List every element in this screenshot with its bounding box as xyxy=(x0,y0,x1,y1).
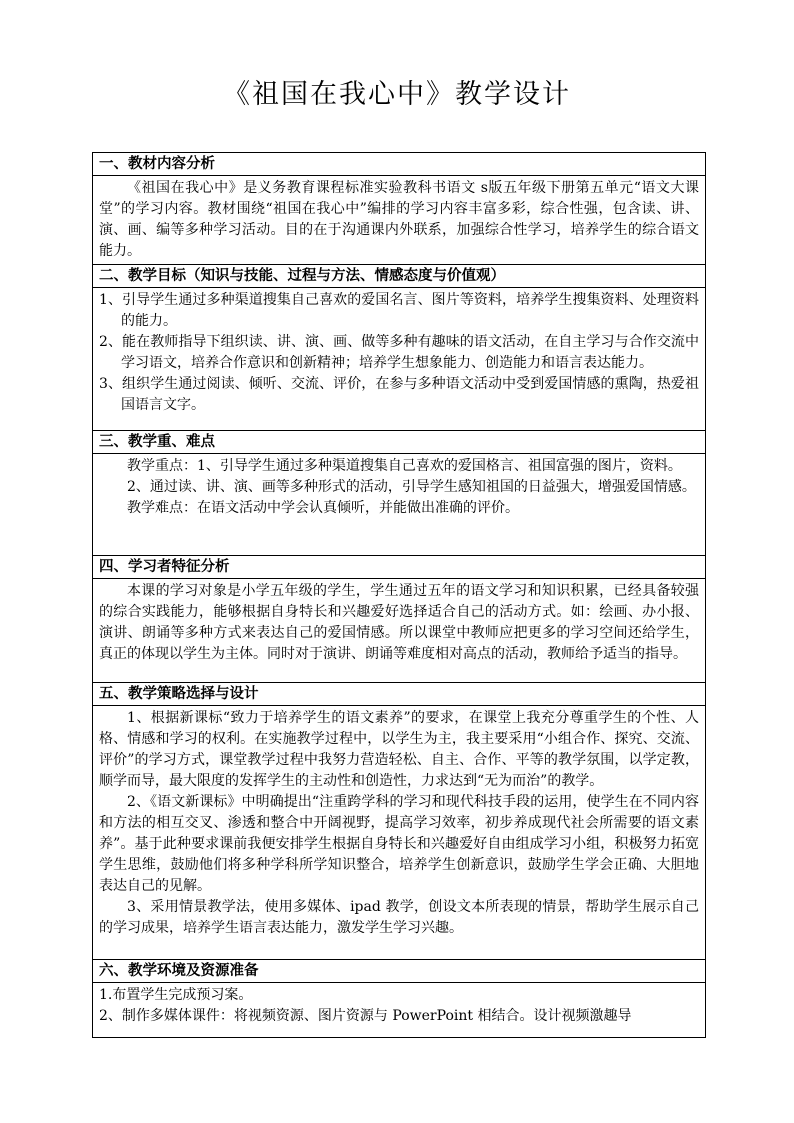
section-heading: 四、学习者特征分析 xyxy=(93,556,705,579)
document-title: 《祖国在我心中》教学设计 xyxy=(223,79,571,110)
section-heading: 一、教材内容分析 xyxy=(93,153,705,176)
lesson-plan-table xyxy=(92,152,706,1038)
section-body xyxy=(93,983,705,1029)
section-key-points xyxy=(93,431,705,556)
section-heading: 六、教学环境及资源准备 xyxy=(93,960,705,983)
section-strategy xyxy=(93,683,705,960)
paragraph: 教学难点：在语文活动中学会认真倾听，并能做出准确的评价。 xyxy=(127,500,519,516)
section-environment xyxy=(93,960,705,1029)
section-body xyxy=(93,454,705,521)
section-learner-analysis xyxy=(93,556,705,683)
section-content-analysis xyxy=(93,153,705,265)
section-heading: 三、教学重、难点 xyxy=(93,431,705,454)
section-body xyxy=(93,288,705,418)
paragraph: 本课的学习对象是小学五年级的学生，学生通过五年的语文学习和知识积累，已经具备较强的综合实践能力，能够根据自身特长和兴趣爱好选择适合自己的活动方式。如：绘画、办小报、演讲、朗诵等多种方式来表达自己的爱国情感。所以课堂中教师应把更多的学习空间还给学生，真正的体现以学生为主体。同时对于演讲、朗诵等难度相对高点的活动，教师给予适当的指导。 xyxy=(99,583,699,662)
section-body xyxy=(93,579,705,667)
paragraph: 2、《语文新课标》中明确提出“注重跨学科的学习和现代科技手段的运用，使学生在不同内容和方法的相互交叉、渗透和整合中开阔视野，提高学习效率，初步养成现代社会所需要的语文素养”。基于此种要求课前我便安排学生根据自身特长和兴趣爱好自由组成学习小组，积极努力拓宽学生思维，鼓励他们将多种学科所学知识整合，培养学生创新意识，鼓励学生学会正确、大胆地表达自己的见解。 xyxy=(99,794,699,894)
paragraph: 2、制作多媒体课件：将视频资源、图片资源与 PowerPoint 相结合。设计视频激趣导 xyxy=(99,1008,632,1024)
paragraph: 2、通过读、讲、演、画等多种形式的活动，引导学生感知祖国的日益强大，增强爱国情感。 xyxy=(127,479,696,495)
paragraph: 1、引导学生通过多种渠道搜集自己喜欢的爱国名言、图片等资料，培养学生搜集资料、处理资料的能力。 xyxy=(99,292,699,329)
section-body xyxy=(93,706,705,941)
paragraph: 2、能在教师指导下组织读、讲、演、画、做等多种有趣味的语文活动，在自主学习与合作交流中学习语文，培养合作意识和创新精神；培养学生想象能力、创造能力和语言表达能力。 xyxy=(99,334,699,371)
paragraph: 3、组织学生通过阅读、倾听、交流、评价，在参与多种语文活动中受到爱国情感的熏陶，热爱祖国语言文字。 xyxy=(99,376,699,413)
section-heading: 五、教学策略选择与设计 xyxy=(93,683,705,706)
section-heading: 二、教学目标（知识与技能、过程与方法、情感态度与价值观） xyxy=(93,265,705,288)
paragraph: 1.布置学生完成预习案。 xyxy=(99,987,253,1003)
paragraph: 3、采用情景教学法，使用多媒体、ipad 教学，创设文本所表现的情景，帮助学生展示自己的学习成果，培养学生语言表达能力，激发学生学习兴趣。 xyxy=(99,899,699,936)
paragraph: 《祖国在我心中》是义务教育课程标准实验教科书语文 s版五年级下册第五单元“语文大课堂”的学习内容。教材围绕“祖国在我心中”编排的学习内容丰富多彩，综合性强，包含读、讲、演、画、编等多种学习活动。目的在于沟通课内外联系，加强综合性学习，培养学生的综合语文能力。 xyxy=(99,180,699,259)
paragraph: 1、根据新课标“致力于培养学生的语文素养”的要求，在课堂上我充分尊重学生的个性、人格、情感和学习的权利。在实施教学过程中，以学生为主，我主要采用“小组合作、探究、交流、评价”的学习方式，课堂教学过程中我努力营造轻松、自主、合作、平等的教学氛围，以学定教，顺学而导，最大限度的发挥学生的主动性和创造性，力求达到“无为而治”的教学。 xyxy=(99,710,699,789)
paragraph: 教学重点：1、引导学生通过多种渠道搜集自己喜欢的爱国格言、祖国富强的图片，资料。 xyxy=(127,458,682,474)
section-body xyxy=(93,176,705,264)
section-objectives xyxy=(93,265,705,431)
